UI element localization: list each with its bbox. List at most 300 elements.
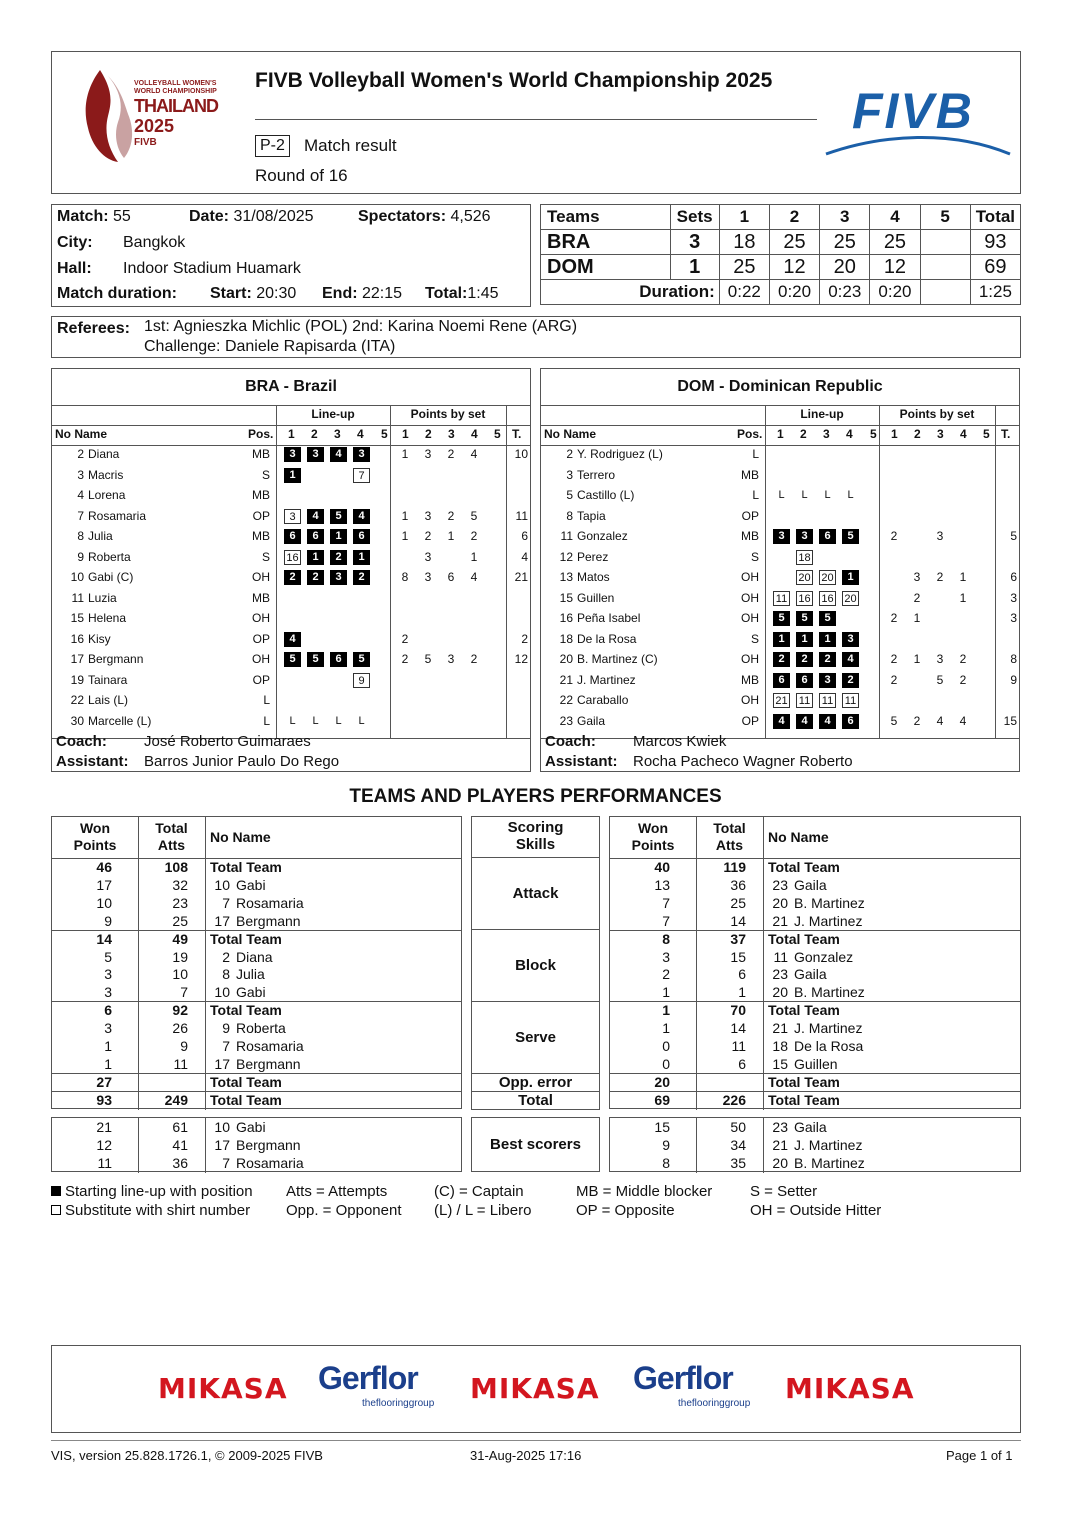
score-header-set5: 5: [920, 205, 970, 230]
duration-set-3: 0:23: [820, 280, 870, 305]
points-cell: 5: [424, 652, 432, 666]
empty-square-icon: [51, 1205, 61, 1215]
total-time: 1:45: [467, 285, 499, 302]
lineup-cell: 11: [796, 693, 813, 708]
player-name: J. Martinez: [794, 1136, 863, 1153]
legend-starting: [51, 1183, 253, 1200]
points-cell: 1: [913, 652, 921, 666]
player-row: [541, 632, 1019, 652]
player-name: Roberta: [88, 549, 131, 564]
lineup-cell: 5: [353, 652, 370, 667]
points-total: 5: [1010, 529, 1017, 543]
player-number: 10: [214, 1119, 230, 1135]
player-row: [52, 570, 530, 590]
points-cell: 2: [936, 570, 944, 584]
points-cell: 1: [401, 529, 409, 543]
player-position: OH: [741, 570, 759, 584]
lineup-cell: L: [335, 714, 342, 727]
total-atts: 37: [730, 930, 746, 947]
player-position: OH: [741, 652, 759, 666]
hall-value: Indoor Stadium Huamark: [123, 260, 301, 277]
points-total: 3: [1010, 590, 1017, 605]
total-atts: 15: [730, 948, 746, 965]
legend-starting-text: Starting line-up with position: [65, 1183, 253, 1200]
total-atts: 9: [180, 1038, 188, 1054]
player-row: [541, 468, 1019, 488]
player-name: Matos: [577, 570, 610, 584]
lineup-set-header: 5: [381, 427, 388, 441]
lineup-cell: 1: [796, 632, 813, 647]
points-cell: 3: [913, 570, 921, 584]
player-name: Rosamaria: [88, 508, 147, 523]
points-cell: 1: [401, 447, 409, 461]
won-points: 15: [654, 1119, 670, 1135]
lineup-cell: 6: [796, 673, 813, 688]
player-name: Gonzalez: [577, 529, 628, 543]
lineup-set-header: 1: [777, 427, 784, 441]
won-points: 0: [662, 1038, 670, 1054]
player-row: [541, 673, 1019, 693]
player-number: 9: [222, 1020, 230, 1037]
player-position: OP: [741, 508, 759, 523]
lineup-cell: 4: [819, 714, 836, 729]
points-cell: 2: [447, 447, 455, 461]
points-cell: 8: [401, 570, 409, 584]
player-position: OP: [252, 672, 270, 687]
player-number: 23: [772, 876, 788, 893]
lineup-cell: 3: [330, 570, 347, 585]
lineup-cell: 16: [796, 591, 813, 606]
player-row: [52, 488, 530, 508]
legend-captain: (C) = Captain: [434, 1183, 524, 1200]
player-name: Rosamaria: [236, 894, 304, 911]
player-number: 21: [772, 912, 788, 929]
player-name: J. Martinez: [577, 672, 636, 687]
player-name: Helena: [88, 611, 127, 625]
no-name-header: No Name: [768, 829, 829, 845]
won-points: 27: [96, 1073, 112, 1090]
lineup-cell: 2: [773, 652, 790, 667]
lineup-cell: 1: [353, 550, 370, 565]
skill-opp-error: Opp. error: [471, 1073, 600, 1092]
total-atts: 23: [172, 894, 188, 911]
footer-page: Page 1 of 1: [946, 1448, 1013, 1463]
score-header-row: [541, 205, 1021, 230]
player-position: MB: [252, 488, 270, 502]
player-row: [541, 529, 1019, 549]
player-number: 15: [559, 590, 573, 605]
total-atts: 11: [731, 1038, 746, 1054]
player-number: 2: [77, 447, 84, 461]
player-name: Tapia: [577, 508, 606, 523]
lineup-cell: 16: [284, 550, 301, 565]
player-position: OH: [252, 570, 270, 584]
lineup-cell: 4: [796, 714, 813, 729]
lineup-cell: 4: [330, 447, 347, 462]
player-row: [52, 468, 530, 488]
lineup-cell: 20: [796, 570, 813, 585]
points-cell: 1: [470, 549, 478, 564]
points-cell: 2: [890, 611, 898, 625]
lineup-cell: 6: [819, 529, 836, 544]
total-atts: 61: [172, 1119, 188, 1135]
lineup-cell: 2: [284, 570, 301, 585]
gerflor-tagline: theflooringgroup: [362, 1398, 435, 1409]
total-atts: 34: [730, 1136, 746, 1153]
points-cell: 4: [470, 447, 478, 461]
score-total: 93: [970, 230, 1020, 255]
player-row: [541, 652, 1019, 672]
player-name: Diana: [88, 447, 120, 461]
lineup-cell: 5: [307, 652, 324, 667]
score-row-dom: [541, 255, 1021, 280]
score-team: BRA: [541, 230, 671, 255]
total-atts: 70: [730, 1002, 746, 1019]
player-name: Luzia: [88, 590, 117, 605]
lineup-cell: L: [778, 489, 785, 501]
lineup-header: Line-up: [311, 407, 355, 421]
score-set-2: 25: [769, 230, 819, 255]
legend-substitute: [51, 1202, 250, 1219]
won-points: 1: [104, 1055, 112, 1072]
player-name: B. Martinez: [794, 1154, 865, 1171]
points-header: Points by set: [899, 407, 975, 421]
referees-label: Referees:: [57, 320, 130, 337]
player-number: 17: [214, 1136, 230, 1153]
player-number: 21: [772, 1020, 788, 1037]
total-atts: 11: [173, 1055, 188, 1072]
player-name: Perez: [577, 549, 609, 564]
player-number: 20: [559, 652, 573, 666]
player-position: MB: [252, 590, 270, 605]
total-atts: 32: [172, 876, 188, 893]
player-number: 2: [566, 447, 573, 461]
points-total: 8: [1010, 652, 1017, 666]
score-header-total: Total: [970, 205, 1020, 230]
lineup-cell: L: [358, 714, 365, 727]
lineup-cell: 6: [330, 652, 347, 667]
player-number: 17: [70, 652, 84, 666]
logo-year: 2025: [134, 116, 175, 136]
score-sets: 1: [670, 255, 719, 280]
score-set-5: [920, 255, 970, 280]
points-cell: 2: [959, 652, 967, 666]
player-name: Bergmann: [236, 1136, 301, 1153]
player-name: De la Rosa: [577, 631, 637, 646]
lineup-cell: 5: [842, 529, 859, 544]
player-number: 16: [559, 611, 573, 625]
player-number: 10: [214, 876, 230, 893]
legend-substitute-text: Substitute with shirt number: [65, 1202, 251, 1219]
total-atts: 41: [172, 1136, 188, 1153]
coach-label: Coach:: [545, 733, 596, 750]
lineup-cell: 3: [773, 529, 790, 544]
lineup-cell: 4: [773, 714, 790, 729]
lineup-cell: 2: [819, 652, 836, 667]
player-name: Roberta: [236, 1020, 286, 1037]
player-number: 15: [772, 1055, 788, 1072]
spectators-count: 4,526: [450, 208, 491, 225]
player-number: 21: [559, 672, 573, 687]
player-name: B. Martinez: [794, 894, 865, 911]
lineup-cell: 21: [773, 693, 790, 708]
points-cell: 4: [470, 570, 478, 584]
lineup-cell: 1: [819, 632, 836, 647]
player-row: [52, 632, 530, 652]
total-atts: 25: [172, 912, 188, 929]
player-name: Castillo (L): [577, 488, 635, 502]
document-type: Match result: [304, 136, 397, 155]
skill-serve: Serve: [471, 1001, 600, 1074]
points-set-header: 4: [471, 427, 478, 441]
player-number: 11: [71, 590, 84, 605]
points-cell: 4: [959, 713, 967, 728]
no-name-header: No Name: [544, 427, 597, 441]
championship-logo: [78, 66, 228, 166]
lineup-cell: 18: [796, 550, 813, 565]
points-total: 12: [514, 652, 528, 666]
player-number: 21: [772, 1136, 788, 1153]
player-position: OH: [741, 590, 759, 605]
player-row: [541, 693, 1019, 713]
points-set-header: 3: [937, 427, 944, 441]
assistant-name: Rocha Pacheco Wagner Roberto: [633, 753, 853, 770]
match-number: 55: [113, 208, 131, 225]
won-points-header: Won: [79, 820, 111, 836]
player-number: 4: [77, 488, 84, 502]
player-name: Gabi: [236, 1119, 266, 1135]
team-title: BRA - Brazil: [52, 369, 530, 406]
spectators-label: Spectators:: [358, 208, 447, 225]
row-divider: [52, 425, 530, 426]
score-row-bra: [541, 230, 1021, 255]
lineup-cell: 1: [842, 570, 859, 585]
player-name: B. Martinez (C): [577, 652, 658, 666]
score-header-sets: Sets: [670, 205, 719, 230]
lineup-cell: 3: [842, 632, 859, 647]
player-position: MB: [252, 447, 270, 461]
footer-divider: [51, 1440, 1021, 1441]
points-cell: 3: [936, 652, 944, 666]
won-points: 8: [662, 930, 670, 947]
legend-atts: Atts = Attempts: [286, 1183, 388, 1200]
player-position: OH: [252, 652, 270, 666]
total-atts: 226: [722, 1091, 746, 1108]
total-atts-header: Atts: [157, 837, 186, 853]
player-row: [541, 591, 1019, 611]
won-points: 1: [662, 1002, 670, 1019]
no-name-header: No Name: [55, 427, 108, 441]
points-cell: 5: [890, 713, 898, 728]
skill-block: Block: [471, 929, 600, 1002]
player-number: 22: [559, 693, 573, 707]
lineup-cell: 16: [819, 591, 836, 606]
points-total: 6: [521, 529, 528, 543]
won-points: 5: [104, 948, 112, 965]
points-cell: 3: [424, 570, 432, 584]
player-name: Total Team: [210, 1091, 282, 1108]
match-label: Match:: [57, 208, 109, 225]
points-total: 9: [1010, 672, 1017, 687]
points-cell: 1: [913, 611, 921, 625]
player-number: 11: [773, 948, 788, 965]
total-atts: 14: [730, 912, 746, 929]
lineup-cell: 20: [819, 570, 836, 585]
document-code: P-2: [255, 135, 290, 157]
player-number: 20: [772, 984, 788, 1001]
total-atts-header: Total: [155, 820, 188, 836]
lineup-cell: 5: [284, 652, 301, 667]
points-set-header: 4: [960, 427, 967, 441]
footer-datetime: 31-Aug-2025 17:16: [470, 1448, 582, 1463]
points-set-header: 1: [891, 427, 898, 441]
player-name: Gaila: [794, 1119, 827, 1135]
score-duration-row: [541, 280, 1021, 305]
lineup-cell: L: [847, 489, 854, 501]
player-name: Total Team: [768, 1002, 840, 1019]
won-points: 11: [97, 1154, 112, 1171]
legend-opp: Opp. = Opponent: [286, 1202, 402, 1219]
player-name: Diana: [236, 948, 273, 965]
player-number: 3: [566, 467, 573, 482]
player-position: S: [261, 467, 270, 482]
player-row: [52, 652, 530, 672]
player-name: Rosamaria: [236, 1038, 304, 1054]
player-name: Gabi: [236, 984, 266, 1001]
points-cell: 3: [424, 508, 432, 523]
points-cell: 1: [401, 508, 409, 523]
lineup-cell: 9: [353, 673, 370, 688]
points-set-header: 3: [448, 427, 455, 441]
assistant-label: Assistant:: [56, 753, 129, 770]
lineup-set-header: 2: [800, 427, 807, 441]
player-row: [52, 714, 530, 734]
player-number: 12: [559, 549, 573, 564]
duration-set-2: 0:20: [769, 280, 819, 305]
player-name: Macris: [88, 467, 124, 482]
footer-version: VIS, version 25.828.1726.1, © 2009-2025 FIVB: [51, 1448, 323, 1463]
legend-op: OP = Opposite: [576, 1202, 675, 1219]
total-atts: 6: [738, 1055, 746, 1072]
player-name: J. Martinez: [794, 1020, 863, 1037]
player-name: Caraballo: [577, 693, 629, 707]
start-label: Start:: [210, 285, 252, 302]
player-position: MB: [741, 467, 759, 482]
player-name: Tainara: [88, 672, 128, 687]
player-position: OP: [252, 631, 270, 646]
lineup-set-header: 1: [288, 427, 295, 441]
player-position: L: [263, 713, 270, 728]
player-row: [52, 529, 530, 549]
fivb-logo-text: FIVB: [852, 83, 974, 139]
points-cell: 2: [424, 529, 432, 543]
lineup-header: Line-up: [800, 407, 844, 421]
won-points: 3: [104, 984, 112, 1001]
lineup-set-header: 4: [357, 427, 364, 441]
won-points-header: Points: [631, 837, 675, 853]
lineup-set-header: 3: [334, 427, 341, 441]
player-position: OP: [252, 508, 270, 523]
player-number: 2: [222, 948, 230, 965]
points-cell: 6: [447, 570, 455, 584]
player-row: [541, 447, 1019, 467]
best-scorers-dom: [609, 1117, 1021, 1172]
score-table: [540, 204, 1021, 305]
total-atts-header: Atts: [715, 837, 744, 853]
player-name: Total Team: [768, 1073, 840, 1090]
fivb-logo: [822, 82, 1014, 160]
player-name: Y. Rodriguez (L): [577, 447, 663, 461]
points-cell: 3: [424, 447, 432, 461]
city-label: City:: [57, 234, 93, 251]
player-name: Gabi: [236, 876, 266, 893]
total-atts: 50: [730, 1119, 746, 1135]
player-number: 18: [772, 1038, 788, 1054]
won-points: 8: [662, 1154, 670, 1171]
lineup-cell: 11: [819, 693, 836, 708]
won-points: 9: [662, 1136, 670, 1153]
won-points: 6: [104, 1002, 112, 1019]
row-divider: [541, 738, 1019, 739]
assistant-label: Assistant:: [545, 753, 618, 770]
won-points: 3: [104, 966, 112, 983]
player-number: 18: [559, 631, 573, 646]
total-atts: 7: [180, 984, 188, 1001]
player-name: Julia: [88, 529, 113, 543]
player-name: Gaila: [794, 966, 827, 983]
points-cell: 2: [913, 713, 921, 728]
won-points: 3: [104, 1020, 112, 1037]
player-name: Total Team: [210, 1002, 282, 1019]
points-set-header: 2: [914, 427, 921, 441]
player-row: [52, 611, 530, 631]
lineup-cell: 6: [773, 673, 790, 688]
won-points: 69: [654, 1091, 670, 1108]
start-time: 20:30: [256, 285, 297, 302]
points-cell: 2: [959, 672, 967, 687]
skills-label: Skills: [515, 836, 556, 853]
player-row: [52, 693, 530, 713]
won-points: 1: [662, 984, 670, 1001]
lineup-cell: 6: [307, 529, 324, 544]
lineup-cell: L: [289, 714, 296, 727]
won-points: 93: [96, 1091, 112, 1108]
lineup-cell: 3: [307, 447, 324, 462]
lineup-cell: 6: [353, 529, 370, 544]
player-name: Rosamaria: [236, 1154, 304, 1171]
row-divider: [541, 445, 1019, 446]
points-total: 6: [1010, 570, 1017, 584]
coach-name: José Roberto Guimaraes: [144, 733, 311, 750]
lineup-cell: 3: [284, 509, 301, 524]
player-name: Guillen: [577, 590, 615, 605]
legend-mb: MB = Middle blocker: [576, 1183, 713, 1200]
best-scorers-bra: [51, 1117, 462, 1172]
won-points: 3: [662, 948, 670, 965]
won-points: 2: [662, 966, 670, 983]
player-number: 5: [566, 488, 573, 502]
total-atts: 36: [730, 876, 746, 893]
lineup-set-header: 2: [311, 427, 318, 441]
points-total: 11: [515, 508, 528, 523]
points-cell: 2: [401, 631, 409, 646]
won-points: 1: [104, 1038, 112, 1054]
player-name: Total Team: [768, 859, 840, 875]
round-label: Round of 16: [255, 166, 348, 185]
points-cell: 2: [470, 652, 478, 666]
lineup-cell: 1: [284, 468, 301, 483]
score-set-3: 25: [820, 230, 870, 255]
